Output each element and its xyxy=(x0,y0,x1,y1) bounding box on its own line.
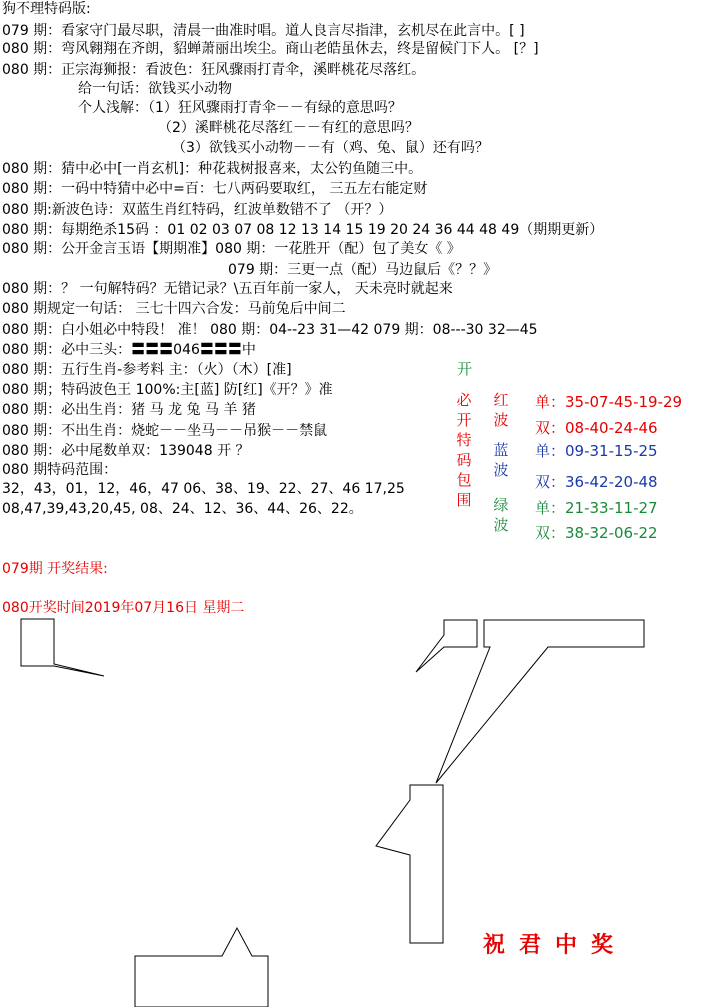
text-line-16: 080 期：白小姐必中特段！ 准！ 080 期：04--23 31—42 079 期：08---30 32—45 xyxy=(2,322,538,338)
text-line-22: 080 期：必中尾数单双：139048 开 ？ xyxy=(2,443,250,459)
blue-wave-label: 蓝波 xyxy=(493,441,509,479)
stat-green-odd: 单：21-33-11-27 xyxy=(535,499,658,517)
stat-blue-even: 双：36-42-20-48 xyxy=(535,473,658,491)
red-wave-label: 红波 xyxy=(493,391,509,429)
text-line-14: 080 期：？ 一句解特码？无错记录？\五百年前一家人， 天未亮时就起来 xyxy=(2,281,453,297)
text-line-23: 080 期特码范围： xyxy=(2,462,118,478)
stat-blue-odd: 单：09-31-15-25 xyxy=(535,442,658,460)
text-line-15: 080 期规定一句话： 三七十四六合发：马前兔后中间二 xyxy=(2,301,346,317)
text-line-7: （3）欲钱买小动物－－有（鸡、兔、鼠）还有吗？ xyxy=(172,140,489,156)
next-draw-time: 080开奖时间2019年07月16日 星期二 xyxy=(2,600,245,616)
text-line-25: 08,47,39,43,20,45, 08、24、12、36、44、26、22。 xyxy=(2,501,363,517)
text-line-18: 080 期：五行生肖-参考料 主：（火）（木）[准] xyxy=(2,362,292,378)
text-line-13: 079 期：三更一点（配）马边鼠后《？？》 xyxy=(228,262,498,278)
text-line-5: 个人浅解：（1）狂风骤雨打青伞－－有绿的意思吗？ xyxy=(78,100,402,116)
text-line-1: 079 期：看家守门最尽职，清晨一曲准时唱。道人良言尽指津，玄机尽在此言中。[ ] xyxy=(2,23,525,39)
text-line-19: 080 期；特码波色王 100%:主[蓝] 防[红]《开？》准 xyxy=(2,382,333,398)
text-line-24: 32，43，01，12，46，47 06、38、19、22、27、46 17,25 xyxy=(2,481,405,497)
result-label: 079期 开奖结果: xyxy=(2,561,108,577)
text-line-17: 080 期：必中三头：〓〓〓046〓〓〓中 xyxy=(2,342,256,358)
text-line-8: 080 期：猜中必中[一肖玄机]：种花栽树报喜来，太公钓鱼随三中。 xyxy=(2,161,423,177)
blessing-text: 祝君中奖 xyxy=(483,933,628,958)
text-line-12: 080 期：公开金言玉语【期期准】080 期：一花胜开（配）包了美女《 》 xyxy=(2,241,461,257)
text-line-6: （2）溪畔桃花尽落红－－有红的意思吗？ xyxy=(158,120,419,136)
green-wave-label: 绿波 xyxy=(493,496,509,534)
stat-red-odd: 单：35-07-45-19-29 xyxy=(535,393,683,411)
text-line-9: 080 期：一码中特猜中必中=百：七八两码要取红， 三五左右能定财 xyxy=(2,181,428,197)
page-title: 狗不理特码版: xyxy=(2,1,91,17)
text-line-20: 080 期：必出生肖：猪 马 龙 兔 马 羊 猪 xyxy=(2,402,256,418)
text-line-3: 080 期：正宗海狮报：看波色：狂风骤雨打青伞，溪畔桃花尽落红。 xyxy=(2,62,426,78)
stat-red-even: 双：08-40-24-46 xyxy=(535,419,658,437)
text-line-11: 080 期：每期绝杀15码 ：01 02 03 07 08 12 13 14 15 19 20 24 36 44 48 49（期期更新） xyxy=(2,222,604,238)
text-line-4: 给一句话：欲钱买小动物 xyxy=(78,81,232,97)
text-line-2: 080 期：弯风翱翔在齐朗，貂蝉萧丽出埃尘。商山老皓虽休去，终是留候门下人。 [？] xyxy=(2,41,539,57)
text-line-10: 080 期:新波色诗：双蓝生肖红特码，红波单数错不了 （开？） xyxy=(2,202,393,218)
text-line-21: 080 期：不出生肖：烧蛇－－坐马－－吊猴－－禁鼠 xyxy=(2,423,328,439)
kai-label: 开 xyxy=(457,360,473,378)
stat-green-even: 双：38-32-06-22 xyxy=(535,524,658,542)
bikai-label: 必开特码包围 xyxy=(456,391,472,509)
